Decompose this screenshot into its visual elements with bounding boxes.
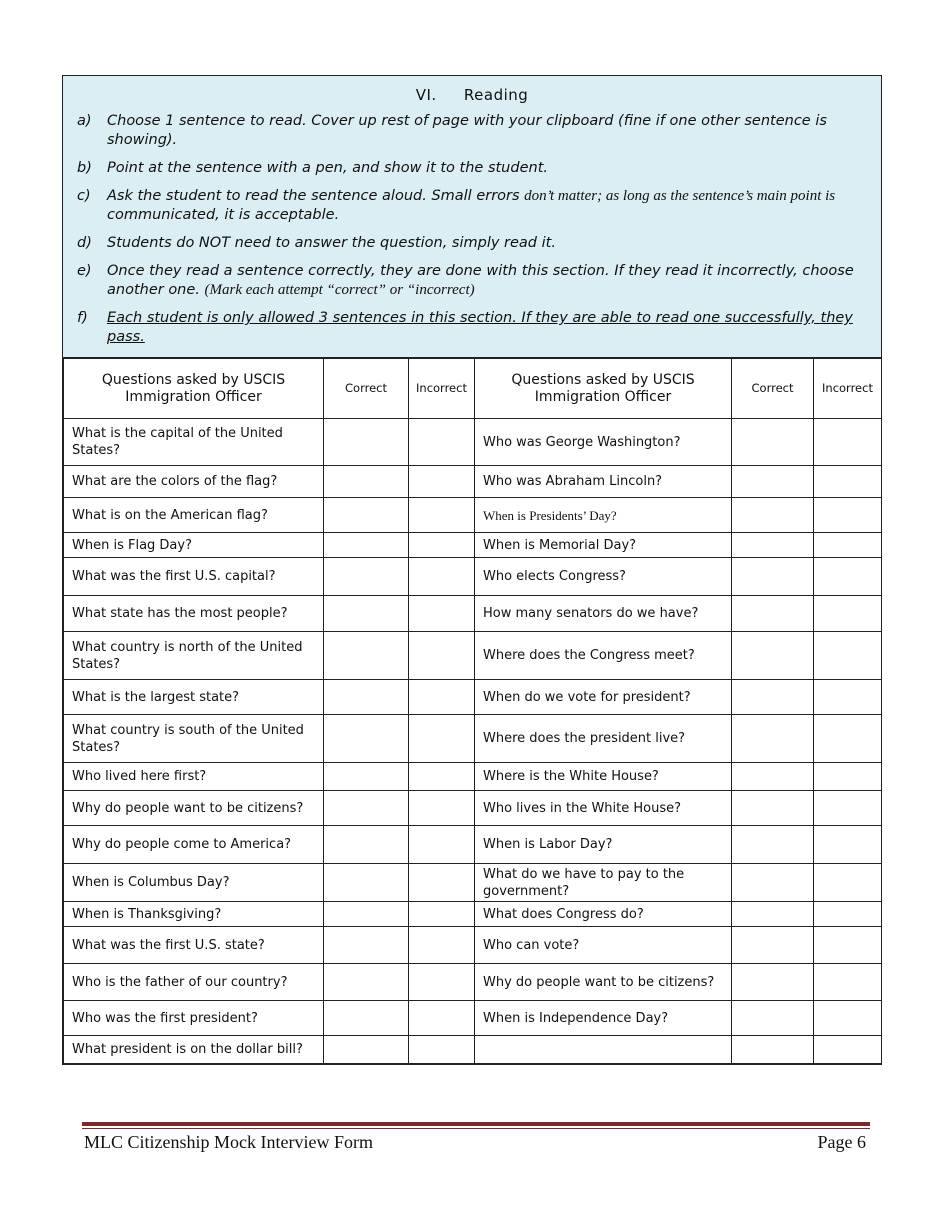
header-incorrect: Incorrect — [814, 359, 882, 419]
correct-mark-cell[interactable] — [732, 466, 814, 498]
page-number: Page 6 — [817, 1132, 866, 1152]
correct-mark-cell[interactable] — [732, 927, 814, 964]
correct-mark-cell[interactable] — [324, 791, 409, 826]
correct-mark-cell[interactable] — [324, 826, 409, 864]
correct-mark-cell[interactable] — [324, 964, 409, 1001]
question-cell: What was the first U.S. state? — [64, 927, 324, 964]
correct-mark-cell[interactable] — [732, 964, 814, 1001]
correct-mark-cell[interactable] — [732, 763, 814, 791]
header-incorrect: Incorrect — [409, 359, 475, 419]
incorrect-mark-cell[interactable] — [814, 864, 882, 902]
incorrect-mark-cell[interactable] — [814, 964, 882, 1001]
incorrect-mark-cell[interactable] — [814, 533, 882, 558]
question-cell: When is Columbus Day? — [64, 864, 324, 902]
question-cell: What do we have to pay to the government? — [475, 864, 732, 902]
correct-mark-cell[interactable] — [324, 596, 409, 632]
incorrect-mark-cell[interactable] — [409, 1036, 475, 1064]
incorrect-mark-cell[interactable] — [409, 927, 475, 964]
table-row — [64, 902, 882, 927]
table-row — [64, 964, 882, 1001]
table-row — [64, 533, 882, 558]
section-title — [77, 86, 867, 104]
question-cell: Who was George Washington? — [475, 419, 732, 466]
incorrect-mark-cell[interactable] — [814, 632, 882, 680]
header-question: Questions asked by USCIS Immigration Officer — [475, 359, 732, 419]
question-cell: What was the first U.S. capital? — [64, 558, 324, 596]
incorrect-mark-cell[interactable] — [409, 763, 475, 791]
header-question: Questions asked by USCIS Immigration Officer — [64, 359, 324, 419]
question-cell: Who is the father of our country? — [64, 964, 324, 1001]
question-cell: Why do people want to be citizens? — [475, 964, 732, 1001]
correct-mark-cell[interactable] — [324, 1036, 409, 1064]
question-cell: What country is north of the United States? — [64, 632, 324, 680]
question-cell: What country is south of the United States? — [64, 715, 324, 763]
incorrect-mark-cell[interactable] — [409, 715, 475, 763]
question-cell — [475, 1036, 732, 1064]
incorrect-mark-cell[interactable] — [409, 902, 475, 927]
correct-mark-cell[interactable] — [732, 680, 814, 715]
incorrect-mark-cell[interactable] — [814, 680, 882, 715]
correct-mark-cell[interactable] — [732, 715, 814, 763]
correct-mark-cell[interactable] — [324, 927, 409, 964]
question-cell: What is on the American flag? — [64, 498, 324, 533]
table-header-row — [64, 359, 882, 419]
instruction-item: c) Ask the student to read the sentence aloud. Small errors don’t matter; as long as the sentence’s main point is communicated, it is acceptable. — [77, 188, 836, 223]
question-cell: When is Memorial Day? — [475, 533, 732, 558]
incorrect-mark-cell[interactable] — [409, 1001, 475, 1036]
table-row — [64, 596, 882, 632]
incorrect-mark-cell[interactable] — [814, 715, 882, 763]
correct-mark-cell[interactable] — [324, 902, 409, 927]
table-row — [64, 558, 882, 596]
incorrect-mark-cell[interactable] — [409, 680, 475, 715]
table-row — [64, 498, 882, 533]
incorrect-mark-cell[interactable] — [814, 466, 882, 498]
reading-section — [62, 75, 882, 1065]
correct-mark-cell[interactable] — [732, 864, 814, 902]
question-cell: Who lived here first? — [64, 763, 324, 791]
instruction-item: b) Point at the sentence with a pen, and show it to the student. — [77, 160, 548, 176]
incorrect-mark-cell[interactable] — [409, 864, 475, 902]
table-row — [64, 1001, 882, 1036]
table-row — [64, 1036, 882, 1064]
correct-mark-cell[interactable] — [324, 864, 409, 902]
question-cell: What does Congress do? — [475, 902, 732, 927]
question-cell: Who can vote? — [475, 927, 732, 964]
incorrect-mark-cell[interactable] — [814, 558, 882, 596]
incorrect-mark-cell[interactable] — [814, 1036, 882, 1064]
correct-mark-cell[interactable] — [324, 1001, 409, 1036]
incorrect-mark-cell[interactable] — [409, 791, 475, 826]
incorrect-mark-cell[interactable] — [409, 419, 475, 466]
question-cell: When is Presidents’ Day? — [475, 498, 732, 533]
table-row — [64, 826, 882, 864]
incorrect-mark-cell[interactable] — [409, 466, 475, 498]
footer-rule-thin — [82, 1128, 870, 1129]
question-cell: Who elects Congress? — [475, 558, 732, 596]
question-cell: Who was the first president? — [64, 1001, 324, 1036]
question-cell: What president is on the dollar bill? — [64, 1036, 324, 1064]
table-row — [64, 419, 882, 466]
table-row — [64, 927, 882, 964]
question-cell: When is Independence Day? — [475, 1001, 732, 1036]
incorrect-mark-cell[interactable] — [409, 498, 475, 533]
instruction-list — [77, 112, 867, 347]
correct-mark-cell[interactable] — [732, 498, 814, 533]
incorrect-mark-cell[interactable] — [814, 498, 882, 533]
question-cell: When is Labor Day? — [475, 826, 732, 864]
section-number: VI. — [415, 86, 437, 104]
correct-mark-cell[interactable] — [324, 466, 409, 498]
correct-mark-cell[interactable] — [732, 419, 814, 466]
incorrect-mark-cell[interactable] — [814, 826, 882, 864]
table-row — [64, 864, 882, 902]
footer-title: MLC Citizenship Mock Interview Form — [84, 1132, 373, 1152]
instruction-item: a) Choose 1 sentence to read. Cover up rest of page with your clipboard (fine if one other sentence is showing). — [77, 113, 827, 148]
correct-mark-cell[interactable] — [732, 902, 814, 927]
correct-mark-cell[interactable] — [324, 715, 409, 763]
correct-mark-cell[interactable] — [732, 533, 814, 558]
incorrect-mark-cell[interactable] — [409, 533, 475, 558]
table-row — [64, 632, 882, 680]
question-cell: What are the colors of the flag? — [64, 466, 324, 498]
question-cell: Why do people come to America? — [64, 826, 324, 864]
instruction-item: f) Each student is only allowed 3 sentences in this section. If they are able to read one successfully, they pass. — [77, 310, 853, 345]
question-cell: Who lives in the White House? — [475, 791, 732, 826]
incorrect-mark-cell[interactable] — [409, 632, 475, 680]
table-row — [64, 763, 882, 791]
correct-mark-cell[interactable] — [324, 533, 409, 558]
section-name: Reading — [463, 86, 529, 104]
incorrect-mark-cell[interactable] — [409, 596, 475, 632]
question-cell: Where does the president live? — [475, 715, 732, 763]
correct-mark-cell[interactable] — [324, 763, 409, 791]
correct-mark-cell[interactable] — [732, 596, 814, 632]
incorrect-mark-cell[interactable] — [409, 558, 475, 596]
question-cell: How many senators do we have? — [475, 596, 732, 632]
incorrect-mark-cell[interactable] — [814, 902, 882, 927]
correct-mark-cell[interactable] — [732, 632, 814, 680]
question-cell: Why do people want to be citizens? — [64, 791, 324, 826]
header-correct: Correct — [732, 359, 814, 419]
correct-mark-cell[interactable] — [732, 826, 814, 864]
incorrect-mark-cell[interactable] — [814, 927, 882, 964]
correct-mark-cell[interactable] — [732, 791, 814, 826]
incorrect-mark-cell[interactable] — [409, 964, 475, 1001]
incorrect-mark-cell[interactable] — [814, 1001, 882, 1036]
question-cell: Who was Abraham Lincoln? — [475, 466, 732, 498]
header-correct: Correct — [324, 359, 409, 419]
table-row — [64, 791, 882, 826]
incorrect-mark-cell[interactable] — [409, 826, 475, 864]
correct-mark-cell[interactable] — [732, 1036, 814, 1064]
table-row — [64, 680, 882, 715]
correct-mark-cell[interactable] — [324, 680, 409, 715]
question-cell: When is Thanksgiving? — [64, 902, 324, 927]
question-cell: What state has the most people? — [64, 596, 324, 632]
reading-questions-table — [63, 358, 882, 1064]
table-row — [64, 466, 882, 498]
correct-mark-cell[interactable] — [324, 558, 409, 596]
instructions-box — [63, 76, 881, 358]
question-cell: Where is the White House? — [475, 763, 732, 791]
incorrect-mark-cell[interactable] — [814, 596, 882, 632]
instruction-item: d) Students do NOT need to answer the question, simply read it. — [77, 235, 556, 251]
incorrect-mark-cell[interactable] — [814, 763, 882, 791]
question-cell: What is the largest state? — [64, 680, 324, 715]
correct-mark-cell[interactable] — [324, 632, 409, 680]
question-cell: When is Flag Day? — [64, 533, 324, 558]
correct-mark-cell[interactable] — [324, 419, 409, 466]
question-cell: Where does the Congress meet? — [475, 632, 732, 680]
table-row — [64, 715, 882, 763]
question-cell: When do we vote for president? — [475, 680, 732, 715]
footer-rule — [82, 1122, 870, 1126]
instruction-item: e) Once they read a sentence correctly, they are done with this section. If they read it incorrectly, choose another one. (Mark each attempt “correct” or “incorrect) — [77, 263, 854, 298]
correct-mark-cell[interactable] — [324, 498, 409, 533]
incorrect-mark-cell[interactable] — [814, 419, 882, 466]
correct-mark-cell[interactable] — [732, 1001, 814, 1036]
question-cell: What is the capital of the United States? — [64, 419, 324, 466]
correct-mark-cell[interactable] — [732, 558, 814, 596]
incorrect-mark-cell[interactable] — [814, 791, 882, 826]
